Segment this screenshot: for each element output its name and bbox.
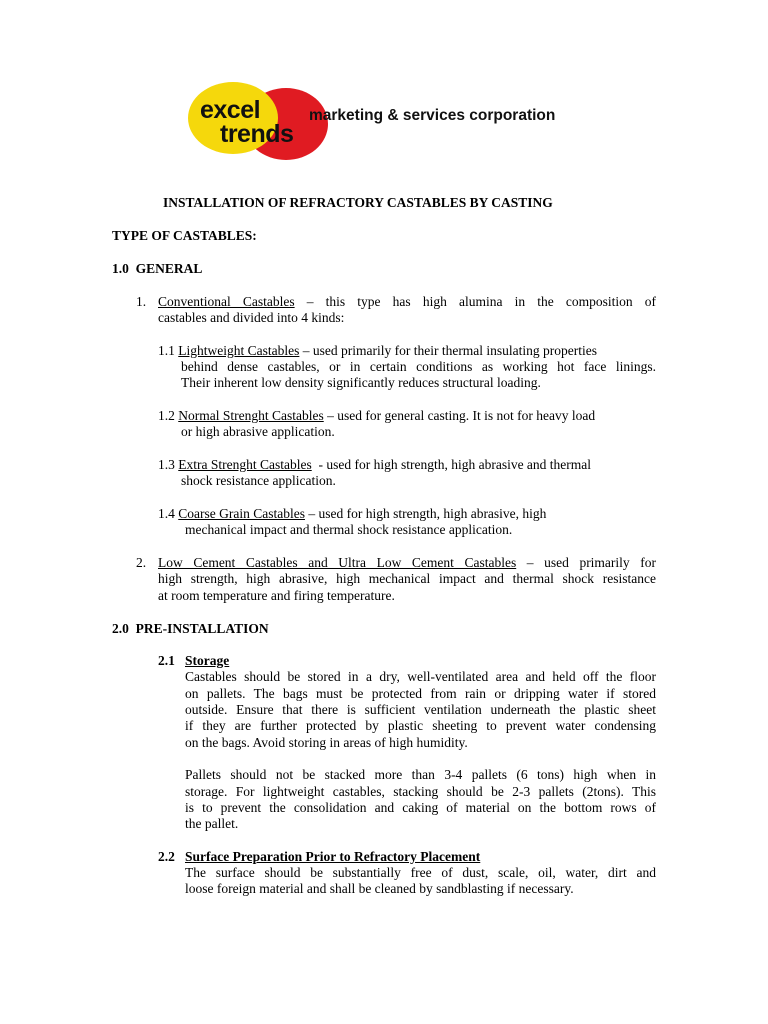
item-1-term: Conventional Castables xyxy=(158,294,295,309)
sub-2-2-number: 2.2 xyxy=(158,849,175,864)
sub-1-2-term: Normal Strenght Castables xyxy=(178,408,324,423)
sub-1-1-term: Lightweight Castables xyxy=(178,343,300,358)
sub-1-3-term: Extra Strenght Castables xyxy=(178,457,312,472)
document-title: INSTALLATION OF REFRACTORY CASTABLES BY CASTING xyxy=(163,195,553,210)
storage-p1-line-2: on pallets. The bags must be protected from rain or dripping water if stored xyxy=(185,686,656,701)
sub-1-3-line-2: shock resistance application. xyxy=(181,473,336,488)
surface-prep-line-2: loose foreign material and shall be cleaned by sandblasting if necessary. xyxy=(185,881,574,896)
item-2-term: Low Cement Castables and Ultra Low Cement Castables xyxy=(158,555,517,570)
section-pre-installation-heading: 2.0 PRE-INSTALLATION xyxy=(112,621,269,636)
sub-1-4-line-1-rest: – used for high strength, high abrasive, high xyxy=(304,506,547,521)
sub-1-2-line-1-rest: – used for general casting. It is not for heavy load xyxy=(323,408,596,423)
storage-p2-line-4: the pallet. xyxy=(185,816,239,831)
storage-p2-line-1: Pallets should not be stacked more than 3-4 pallets (6 tons) high when in xyxy=(185,767,656,782)
storage-p2-line-2: storage. For lightweight castables, stacking should be 2-3 pallets (2tons). This xyxy=(185,784,656,799)
sub-2-2-title: Surface Preparation Prior to Refractory Placement xyxy=(185,849,481,864)
sub-1-4-line-2: mechanical impact and thermal shock resistance application. xyxy=(185,522,513,537)
surface-prep-line-1: The surface should be substantially free of dust, scale, oil, water, dirt and xyxy=(185,865,656,880)
sub-1-4-line-1 xyxy=(158,506,546,523)
logo-company-name: marketing & services corporation xyxy=(309,107,556,124)
item-1-number: 1. xyxy=(136,294,147,309)
storage-p1-line-4: if they are further protected by plastic sheeting to prevent water condensing xyxy=(185,718,656,733)
sub-1-3-number: 1.3 xyxy=(158,457,179,472)
sub-2-1-title: Storage xyxy=(185,653,230,668)
storage-p1-line-1: Castables should be stored in a dry, well-ventilated area and held off the floor xyxy=(185,669,656,684)
item-1-line-1 xyxy=(158,294,656,311)
item-2-line-1-rest: – used primarily for xyxy=(516,555,656,570)
sub-1-2-line-1 xyxy=(158,408,595,425)
storage-p1-line-5: on the bags. Avoid storing in areas of high humidity. xyxy=(185,735,468,750)
item-2-number: 2. xyxy=(136,555,147,570)
type-of-castables-heading: TYPE OF CASTABLES: xyxy=(112,228,257,243)
item-1-line-1-rest: – this type has high alumina in the composition of xyxy=(294,294,656,309)
company-logo xyxy=(188,82,608,164)
sub-1-1-line-1-rest: – used primarily for their thermal insulating properties xyxy=(299,343,598,358)
sub-1-2-number: 1.2 xyxy=(158,408,179,423)
item-2-line-1 xyxy=(158,555,656,572)
sub-1-1-number: 1.1 xyxy=(158,343,179,358)
sub-1-3-line-1 xyxy=(158,457,591,474)
storage-p1-line-3: outside. Ensure that there is sufficient ventilation underneath the plastic sheet xyxy=(185,702,656,717)
sub-1-1-line-1 xyxy=(158,343,597,360)
sub-1-1-line-2: behind dense castables, or in certain conditions as working hot face linings. xyxy=(181,359,656,374)
sub-1-4-term: Coarse Grain Castables xyxy=(178,506,305,521)
storage-p2-line-3: is to prevent the consolidation and caking of material on the bottom rows of xyxy=(185,800,656,815)
sub-1-3-line-1-rest: - used for high strength, high abrasive and thermal xyxy=(311,457,592,472)
logo-word-excel: excel xyxy=(200,96,261,124)
sub-1-4-number: 1.4 xyxy=(158,506,179,521)
item-2-line-2: high strength, high abrasive, high mechanical impact and thermal shock resistance xyxy=(158,571,656,586)
logo-word-trends: trends xyxy=(220,120,294,148)
section-general-heading: 1.0 GENERAL xyxy=(112,261,203,276)
sub-2-1-number: 2.1 xyxy=(158,653,175,668)
item-1-line-2: castables and divided into 4 kinds: xyxy=(158,310,345,325)
sub-1-1-line-3: Their inherent low density significantly reduces structural loading. xyxy=(181,375,541,390)
sub-1-2-line-2: or high abrasive application. xyxy=(181,424,335,439)
item-2-line-3: at room temperature and firing temperature. xyxy=(158,588,395,603)
